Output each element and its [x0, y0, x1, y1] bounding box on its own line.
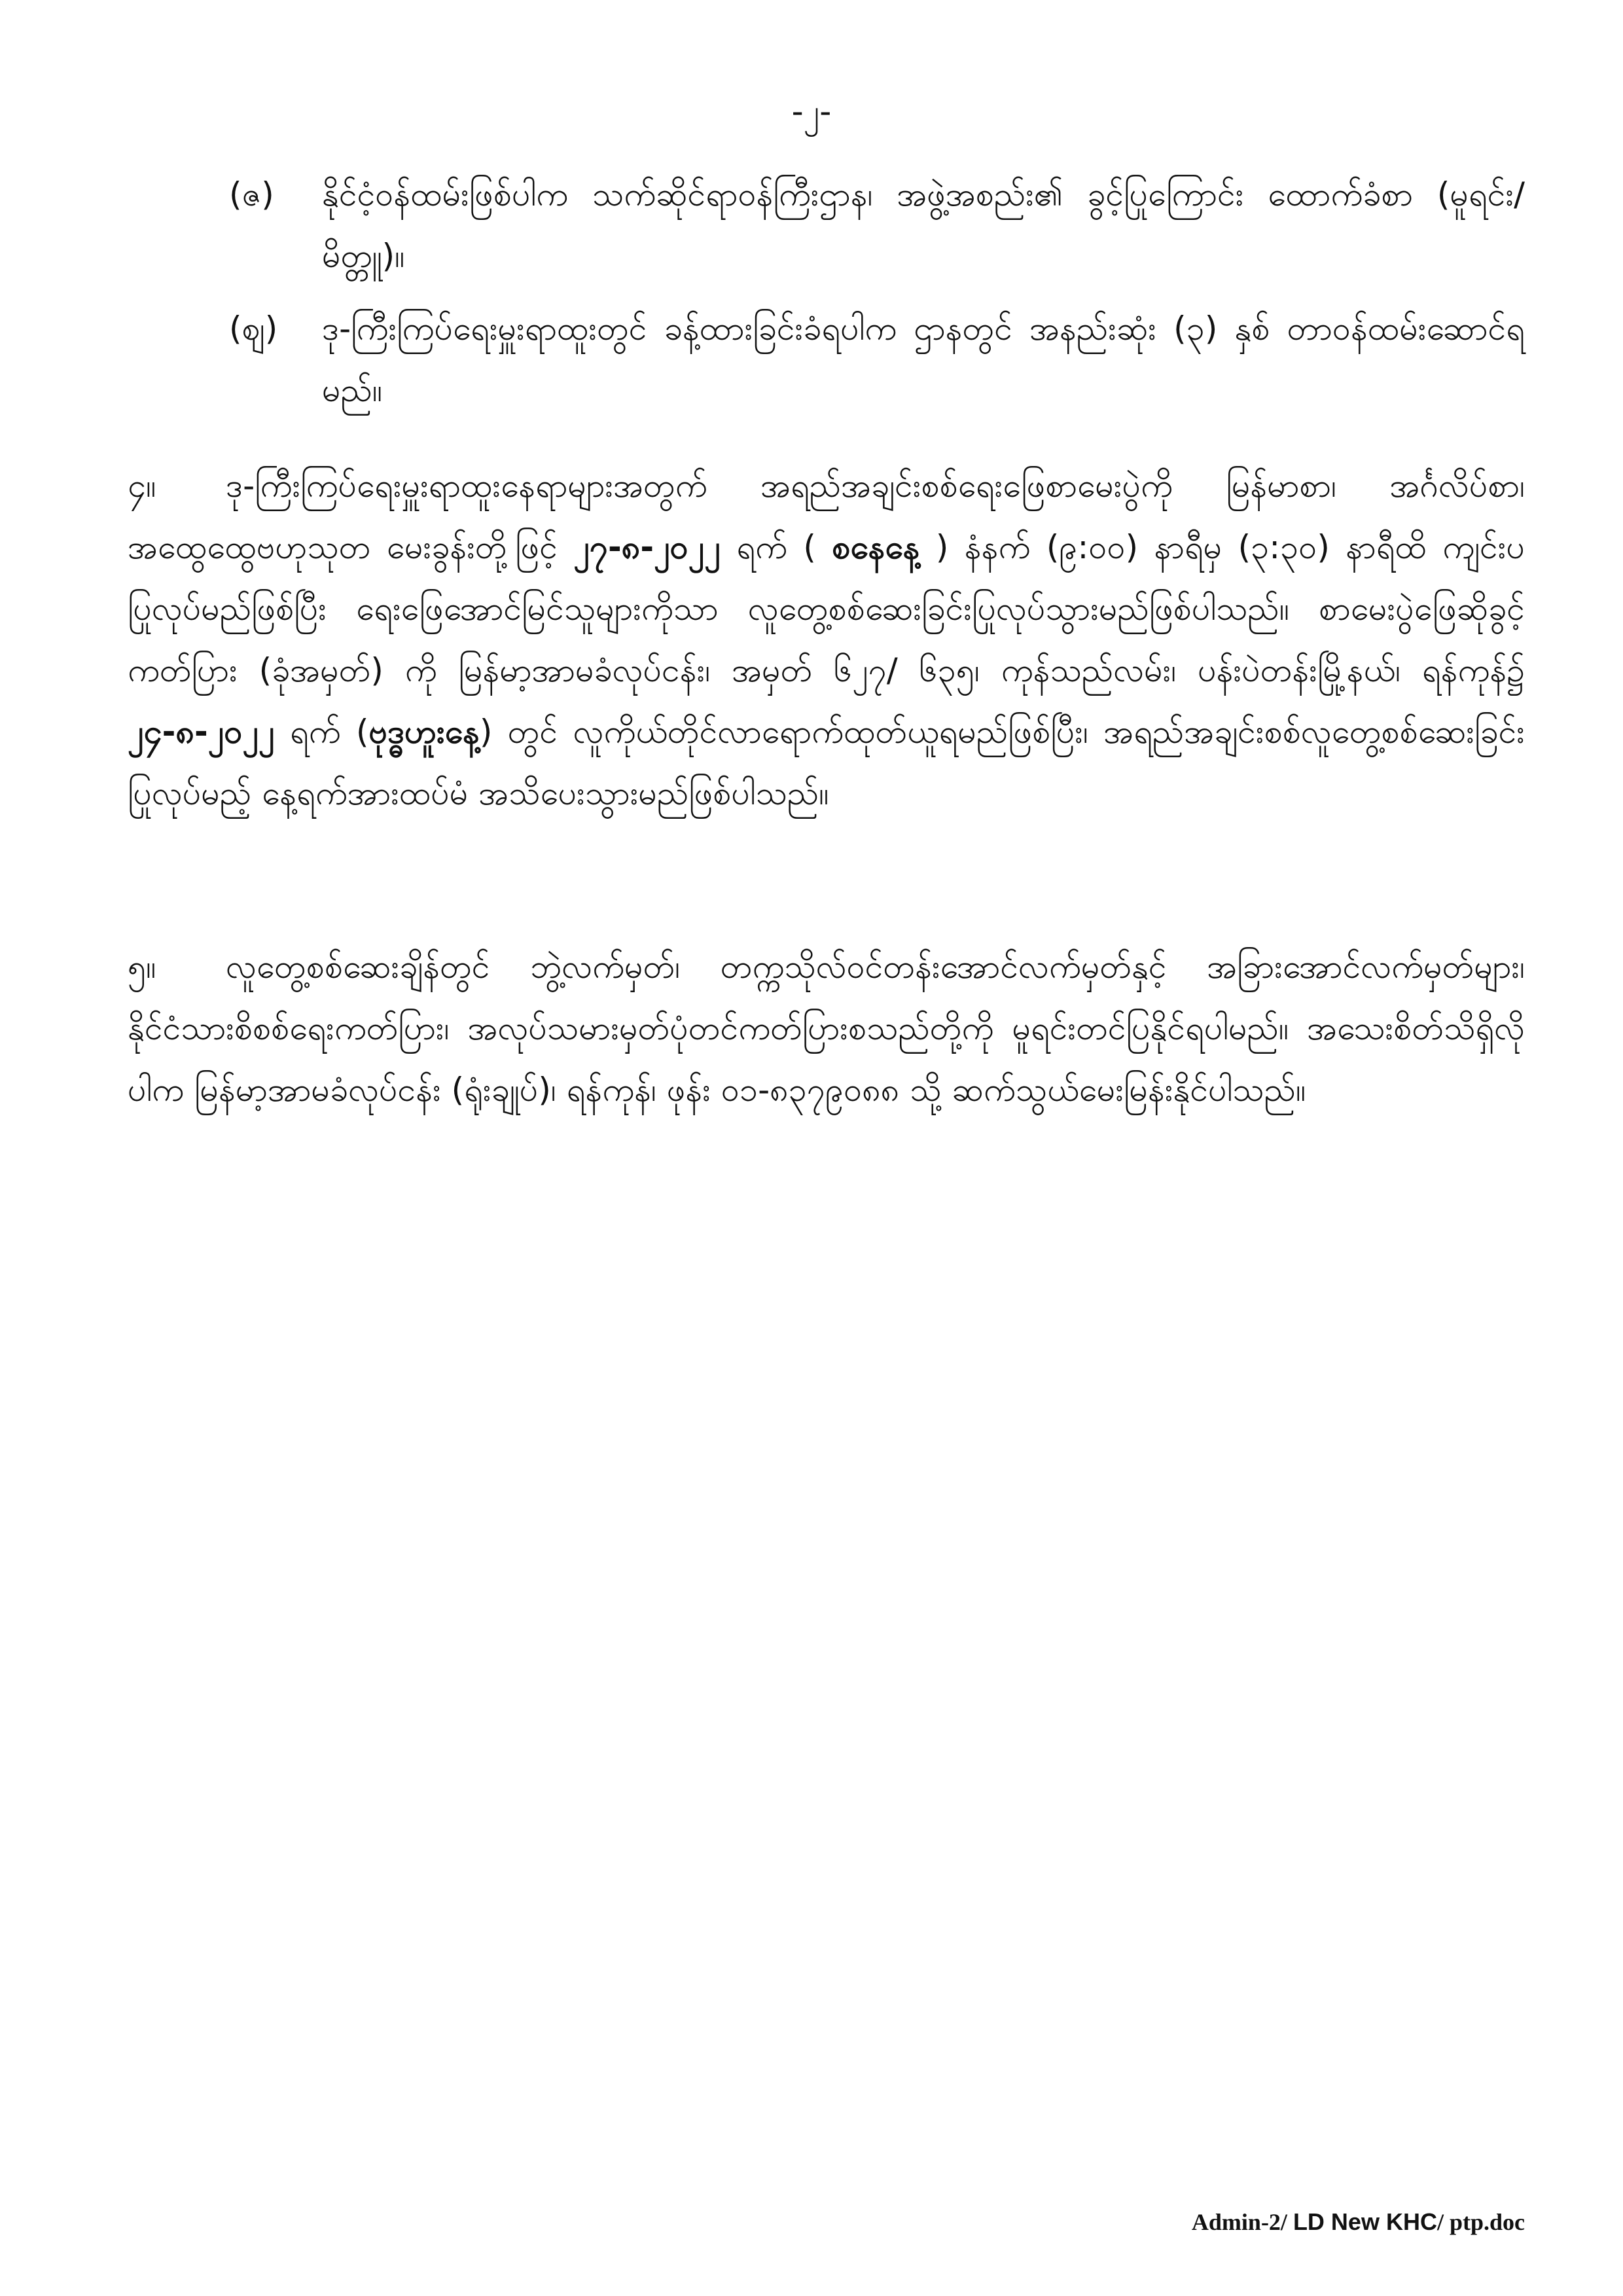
paragraph-4-run: ရက် ( — [274, 713, 369, 751]
sub-item-marker: (ဇ) — [229, 175, 274, 213]
page-number: -၂- — [791, 92, 832, 130]
paragraph-4-run: ဒု-ကြီးကြပ်ရေးမှူးရာထူးနေရာများအတွက် အရည်အချင်းစစ်ရေးဖြေစာမေးပွဲကို မြန်မာစာ၊ အင်္ဂလိပ်စာ၊ အထွေထွေဗဟုသုတ မေးခွန်းတို့ဖြင့် — [128, 467, 1525, 566]
exam-weekday: စနေနေ့ — [832, 528, 920, 566]
footer-part: / ptp.doc — [1436, 2209, 1525, 2235]
sub-item-jha — [229, 298, 1525, 421]
sub-item-zha — [229, 164, 1525, 287]
exam-date: ၂၇-၈-၂၀၂၂ — [573, 528, 721, 566]
paragraph-5-run: လူတွေ့စစ်ဆေးချိန်တွင် ဘွဲ့လက်မှတ်၊ တက္ကသိုလ်ဝင်တန်းအောင်လက်မှတ်နှင့် အခြားအောင်လက်မှတ်များ၊ နိုင်ငံသားစိစစ်ရေးကတ်ပြား၊ အလုပ်သမားမှတ်ပုံတင်ကတ်ပြားစသည်တို့ကို မူရင်းတင်ပြနိုင်ရပါမည်။ အသေးစိတ်သိရှိလိုပါက မြန်မာ့အာမခံလုပ်ငန်း (ရုံးချုပ်)၊ ရန်ကုန်၊ ဖုန်း ၀၁-၈၃၇၉၀၈၈ သို့ ဆက်သွယ်မေးမြန်းနိုင်ပါသည်။ — [128, 948, 1525, 1109]
paragraph-5 — [128, 936, 1525, 1121]
sub-item-text: ဒု-ကြီးကြပ်ရေးမှူးရာထူးတွင် ခန့်ထားခြင်းခံရပါက ဌာနတွင် အနည်းဆုံး (၃) နှစ် တာဝန်ထမ်းဆောင်ရမည်။ — [322, 310, 1525, 409]
card-collection-date: ၂၄-၈-၂၀၂၂ — [128, 713, 275, 751]
paragraph-4-run: ) တွင် လူကိုယ်တိုင်လာရောက်ထုတ်ယူရမည်ဖြစ်ပြီး၊ အရည်အချင်းစစ်လူတွေ့စစ်ဆေးခြင်းပြုလုပ်မည့် နေ့ရက်အားထပ်မံ အသိပေးသွားမည်ဖြစ်ပါသည်။ — [128, 713, 1525, 812]
footer-part: LD New KHC — [1293, 2208, 1437, 2235]
paragraph-number: ၄။ — [128, 467, 156, 505]
footer-part: Admin-2/ — [1191, 2209, 1293, 2235]
paragraph-number: ၅။ — [128, 948, 156, 986]
sub-item-marker: (ဈ) — [229, 310, 278, 348]
sub-item-text: နိုင်ငံ့ဝန်ထမ်းဖြစ်ပါက သက်ဆိုင်ရာဝန်ကြီးဌာန၊ အဖွဲ့အစည်း၏ ခွင့်ပြုကြောင်း ထောက်ခံစာ (မူရင်း/ မိတ္တူ)။ — [322, 175, 1525, 275]
card-collection-weekday: ဗုဒ္ဓဟူးနေ့ — [368, 713, 480, 751]
paragraph-4 — [128, 455, 1525, 824]
document-footer — [1192, 2209, 1525, 2235]
paragraph-4-run: ရက် ( — [720, 528, 832, 566]
paragraph-4-run: ) နံနက် (၉:၀၀) နာရီမှ (၃:၃၀) နာရီထိ ကျင်းပပြုလုပ်မည်ဖြစ်ပြီး ရေးဖြေအောင်မြင်သူများကိုသာ လူတွေ့စစ်ဆေးခြင်းပြုလုပ်သွားမည်ဖြစ်ပါသည်။ စာမေးပွဲဖြေဆိုခွင့်ကတ်ပြား (ခုံအမှတ်) ကို မြန်မာ့အာမခံလုပ်ငန်း၊ အမှတ် ၆၂၇/ ၆၃၅၊ ကုန်သည်လမ်း၊ ပန်းပဲတန်းမြို့နယ်၊ ရန်ကုန်၌ — [128, 528, 1525, 689]
